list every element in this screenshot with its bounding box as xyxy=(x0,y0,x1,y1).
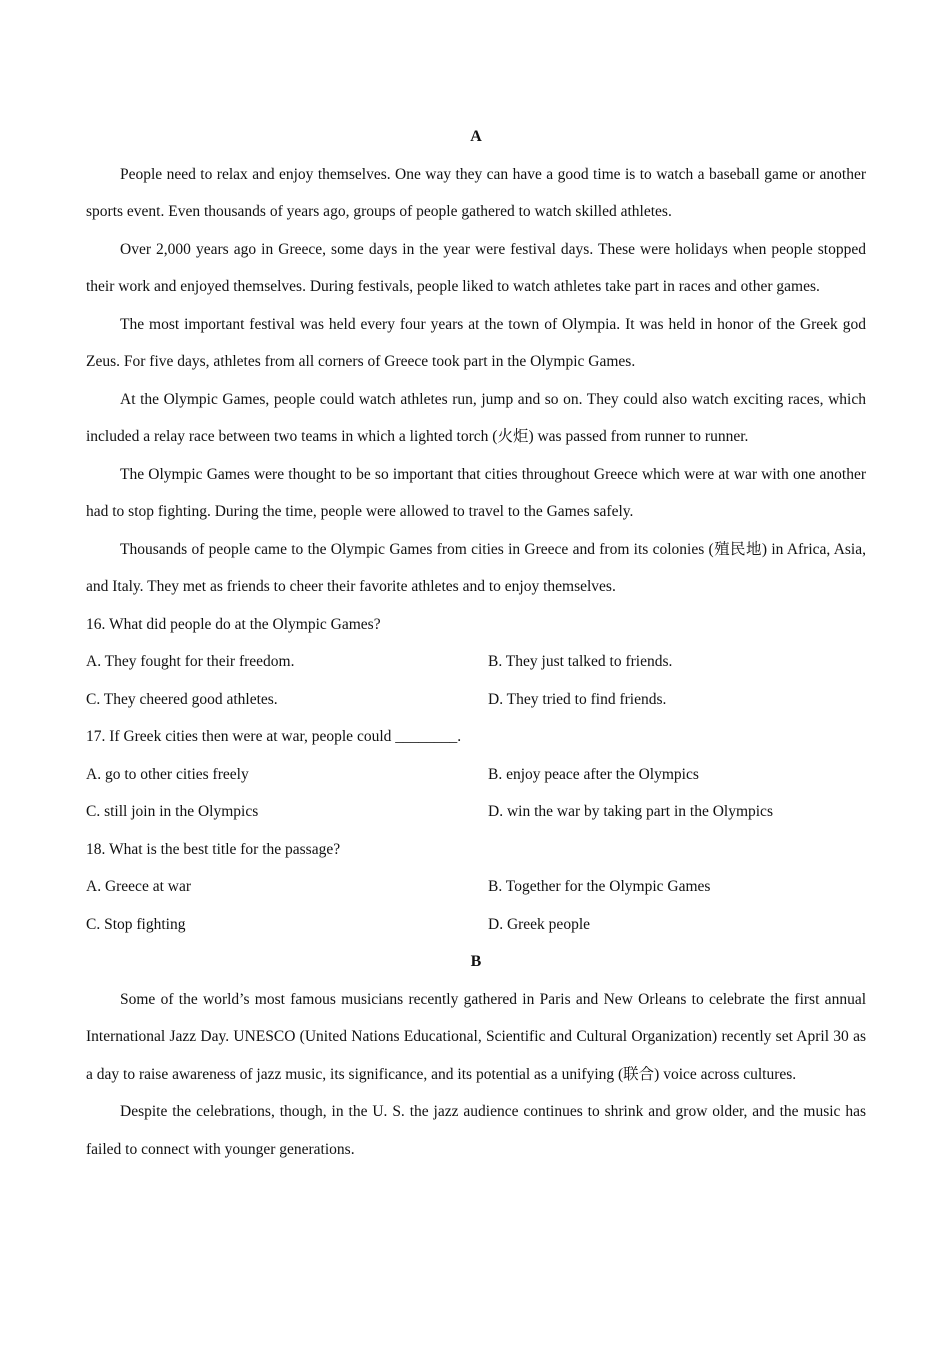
question-17-option-d: D. win the war by taking part in the Olympics xyxy=(488,803,773,820)
question-18-option-c: C. Stop fighting xyxy=(86,915,186,933)
document-page xyxy=(86,118,866,1168)
section-a-title: A xyxy=(470,128,482,145)
question-18-option-b: B. Together for the Olympic Games xyxy=(488,878,711,895)
question-18-stem: 18. What is the best title for the passage? xyxy=(86,840,341,858)
question-16-stem: 16. What did people do at the Olympic Games? xyxy=(86,615,381,633)
section-a-paragraph-5: The Olympic Games were thought to be so important that cities throughout Greece which were at war with one another had to stop fighting. During the time, people were allowed to travel to the Games safely. xyxy=(86,465,866,520)
section-b-paragraph-1: Some of the world’s most famous musicians recently gathered in Paris and New Orleans to celebrate the first annual International Jazz Day. UNESCO (United Nations Educational, Scientific and Cultural Organization) recently set April 30 as a day to raise awareness of jazz music, its significance, and its potential as a unifying (联合) voice across cultures. xyxy=(86,990,866,1083)
question-16-options xyxy=(86,643,866,718)
question-17-options xyxy=(86,756,866,831)
question-16-option-d: D. They tried to find friends. xyxy=(488,690,667,708)
section-a-paragraph-6: Thousands of people came to the Olympic Games from cities in Greece and from its colonies (殖民地) in Africa, Asia, and Italy. They met as friends to cheer their favorite athletes and to enjoy themselves. xyxy=(86,540,866,595)
section-a-paragraph-3: The most important festival was held every four years at the town of Olympia. It was held in honor of the Greek god Zeus. For five days, athletes from all corners of Greece took part in the Olympic Games. xyxy=(86,315,866,370)
section-a-paragraph-4: At the Olympic Games, people could watch athletes run, jump and so on. They could also watch exciting races, which included a relay race between two teams in which a lighted torch (火炬) was passed from runner to runner. xyxy=(86,390,866,445)
question-16-option-c: C. They cheered good athletes. xyxy=(86,690,278,708)
question-18-option-a: A. Greece at war xyxy=(86,878,191,895)
question-16-option-b: B. They just talked to friends. xyxy=(488,653,673,670)
question-16-option-a: A. They fought for their freedom. xyxy=(86,653,295,670)
section-b-title: B xyxy=(470,953,482,970)
section-a-paragraph-1: People need to relax and enjoy themselves. One way they can have a good time is to watch a baseball game or another sports event. Even thousands of years ago, groups of people gathered to watch skilled athletes. xyxy=(86,165,866,220)
question-17-option-b: B. enjoy peace after the Olympics xyxy=(488,765,699,783)
question-17-option-a: A. go to other cities freely xyxy=(86,765,249,783)
question-18-options xyxy=(86,868,866,943)
question-17-stem: 17. If Greek cities then were at war, people could ________. xyxy=(86,728,462,745)
question-17-option-c: C. still join in the Olympics xyxy=(86,803,259,820)
section-a-paragraph-2: Over 2,000 years ago in Greece, some days in the year were festival days. These were holidays when people stopped their work and enjoyed themselves. During festivals, people liked to watch athletes take part in races and other games. xyxy=(86,240,866,295)
question-18-option-d: D. Greek people xyxy=(488,915,590,933)
section-b-paragraph-2: Despite the celebrations, though, in the U. S. the jazz audience continues to shrink and grow older, and the music has failed to connect with younger generations. xyxy=(86,1103,866,1158)
